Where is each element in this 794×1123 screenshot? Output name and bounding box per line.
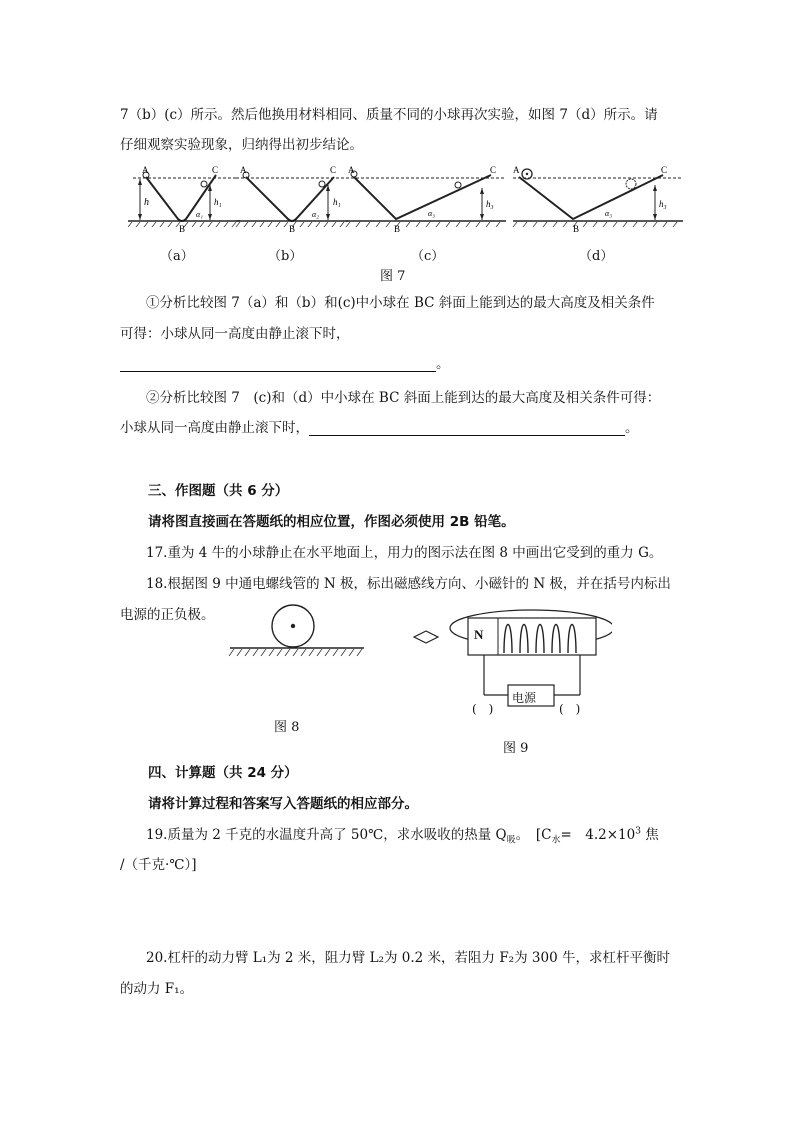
- q19-unit: 焦: [640, 827, 659, 843]
- svg-text:B: B: [179, 224, 186, 233]
- svg-text:α₃: α₃: [605, 209, 612, 218]
- analysis-1-line-2: 可得：小球从同一高度由静止滚下时，: [120, 326, 350, 342]
- question-19-line-1: [146, 823, 659, 846]
- bracket-right[interactable]: ( ): [559, 702, 581, 716]
- svg-text:C: C: [330, 165, 337, 175]
- question-17: 17.重为 4 牛的小球静止在水平地面上，用力的图示法在图 8 中画出它受到的重力 G。: [146, 545, 663, 561]
- answer-blank-2[interactable]: [309, 421, 625, 436]
- figure-7-diagram: [128, 163, 683, 233]
- svg-text:C: C: [490, 165, 497, 175]
- analysis-2-line-2: [120, 416, 639, 436]
- panel-d-diagram: [513, 165, 683, 233]
- figure-8-diagram: [228, 602, 368, 664]
- analysis-2-text: 小球从同一高度由静止滚下时，: [120, 420, 309, 436]
- svg-text:h₁: h₁: [214, 197, 222, 207]
- svg-text:h₁: h₁: [333, 197, 341, 207]
- q19-sub-absorb: 吸: [506, 835, 516, 846]
- question-20-line-2: 的动力 F₁。: [120, 981, 194, 997]
- q19-mid: 。 [C: [515, 827, 552, 843]
- svg-text:A: A: [348, 165, 355, 175]
- section-4-title: 四、计算题（共 24 分）: [148, 765, 298, 781]
- analysis-1-end: 。: [436, 356, 450, 372]
- svg-text:A: A: [240, 165, 247, 175]
- analysis-2-end: 。: [625, 420, 639, 436]
- power-source-label: 电源: [512, 691, 537, 705]
- svg-text:α₃: α₃: [428, 209, 435, 218]
- intro-line-1: 7（b）(c）所示。然后他换用材料相同、质量不同的小球再次实验，如图 7（d）所示。请: [120, 107, 658, 123]
- svg-text:α₁: α₁: [196, 210, 203, 219]
- panel-a-diagram: [128, 165, 240, 233]
- q19-text: 19.质量为 2 千克的水温度升高了 50℃，求水吸收的热量 Q: [146, 827, 507, 843]
- svg-text:C: C: [661, 165, 668, 175]
- svg-text:A: A: [142, 165, 149, 175]
- figure-7-caption: 图 7: [380, 269, 406, 284]
- svg-text:α₂: α₂: [312, 210, 319, 219]
- svg-text:h₃: h₃: [659, 199, 667, 209]
- intro-line-2: 仔细观察实验现象，归纳得出初步结论。: [120, 137, 363, 153]
- panel-b-label: （b）: [268, 249, 303, 264]
- question-18-line-2: 电源的正负极。: [120, 607, 215, 623]
- panel-c-diagram: [346, 165, 506, 233]
- section-3-instruction: 请将图直接画在答题纸的相应位置，作图必须使用 2B 铅笔。: [148, 514, 515, 530]
- section-3-title: 三、作图题（共 6 分）: [148, 483, 289, 499]
- svg-text:C: C: [212, 165, 219, 175]
- panel-c-label: （c）: [411, 249, 445, 264]
- svg-text:h: h: [144, 197, 149, 208]
- section-4-instruction: 请将计算过程和答案写入答题纸的相应部分。: [148, 796, 418, 812]
- q19-exponent: 3: [635, 826, 641, 837]
- q19-value: = 4.2×10: [560, 827, 636, 843]
- panel-b-diagram: [236, 165, 348, 233]
- panel-d-label: （d）: [579, 249, 614, 264]
- question-18-line-1: 18.根据图 9 中通电螺线管的 N 极，标出磁感线方向、小磁针的 N 极，并在括号内标出: [146, 576, 671, 592]
- figure-8-caption: 图 8: [274, 720, 300, 735]
- bracket-left[interactable]: ( ): [472, 702, 494, 716]
- svg-text:B: B: [394, 224, 401, 233]
- svg-text:B: B: [573, 224, 580, 233]
- svg-text:h₃: h₃: [486, 199, 494, 209]
- q19-sub-water: 水: [551, 835, 561, 846]
- svg-text:A: A: [513, 165, 520, 175]
- question-20-line-1: 20.杠杆的动力臂 L₁为 2 米，阻力臂 L₂为 0.2 米，若阻力 F₂为 300 牛，求杠杆平衡时: [146, 950, 670, 966]
- analysis-2-line-1: ②分析比较图 7 (c)和（d）中小球在 BC 斜面上能到达的最大高度及相关条件可得：: [146, 390, 661, 406]
- question-19-line-2: /（千克·℃）]: [120, 857, 197, 873]
- solenoid-n-pole-label: N: [474, 627, 484, 642]
- analysis-1-answer-line: [120, 352, 450, 372]
- analysis-1-line-1: ①分析比较图 7（a）和（b）和(c)中小球在 BC 斜面上能到达的最大高度及相关条件: [146, 295, 655, 311]
- svg-text:B: B: [289, 224, 296, 233]
- panel-a-label: （a）: [160, 249, 194, 264]
- answer-blank-1[interactable]: [120, 357, 436, 372]
- figure-9-caption: 图 9: [503, 741, 529, 756]
